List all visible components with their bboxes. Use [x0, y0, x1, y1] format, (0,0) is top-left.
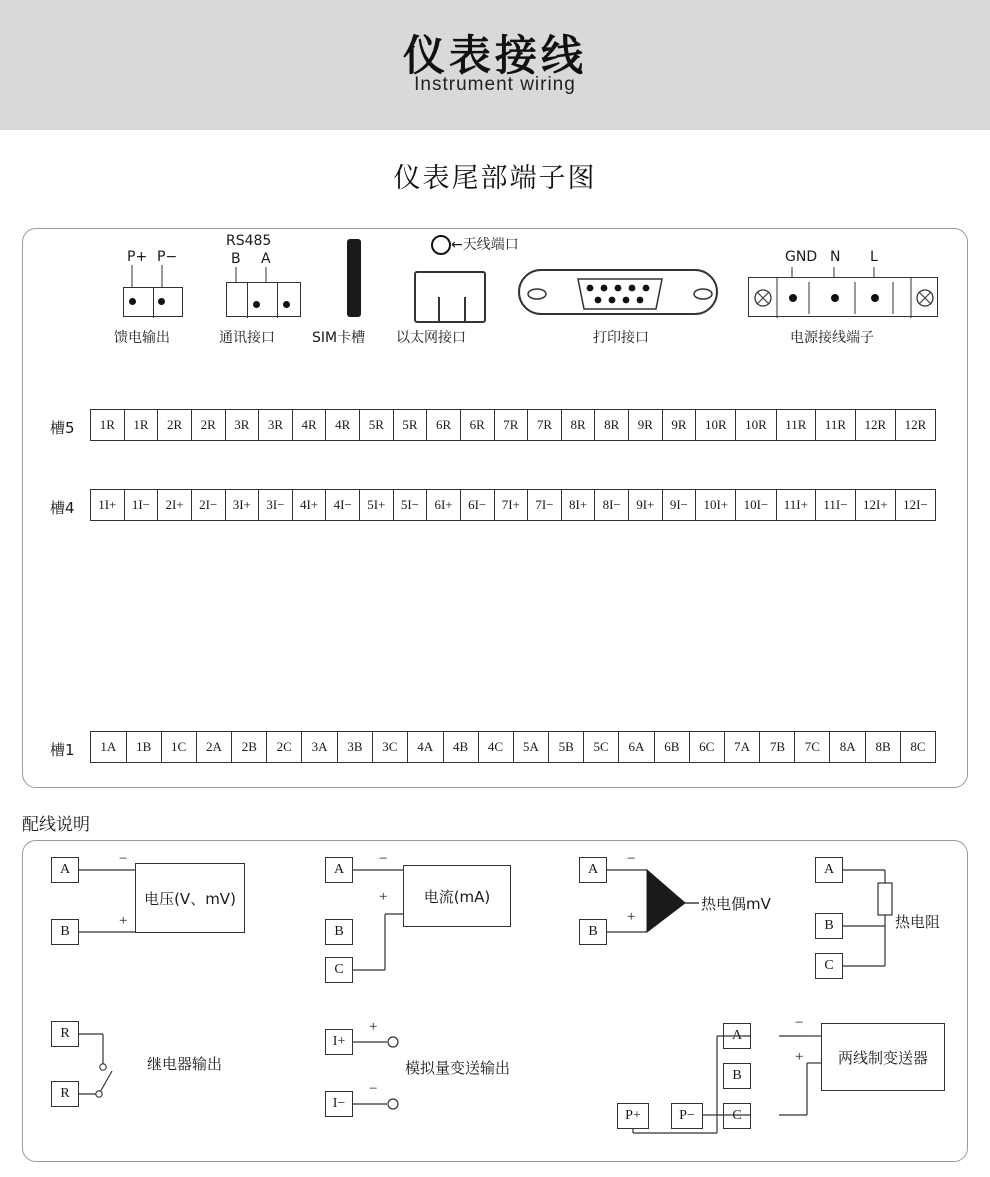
terminal-cell[interactable]: 7I−	[528, 490, 562, 520]
feed-pin-p-minus: P−	[157, 249, 178, 265]
terminal-cell[interactable]: 8C	[910, 739, 926, 754]
current-sign-plus: +	[379, 889, 388, 905]
comm-port-label: 通讯接口	[219, 330, 275, 346]
terminal-cell[interactable]: 1B	[127, 732, 162, 762]
terminal-cell[interactable]: 6I+	[427, 490, 461, 520]
rs485-pin-dot-b	[253, 301, 260, 308]
power-pin-l: L	[870, 249, 878, 265]
terminal-cell[interactable]: 3B	[338, 732, 373, 762]
power-terminal-label: 电源接线端子	[790, 330, 874, 346]
rtd-label: 热电阻	[895, 913, 941, 931]
rtd-terminal-c: C	[815, 953, 843, 979]
terminal-cell[interactable]: 8B	[866, 732, 901, 762]
relay-terminal-r2: R	[51, 1081, 79, 1107]
terminal-cell[interactable]: 10I−	[736, 490, 776, 520]
thermocouple-terminal-a: A	[579, 857, 607, 883]
voltage-device-box: 电压(V、mV)	[135, 863, 245, 933]
terminal-cell[interactable]: 6I−	[461, 490, 495, 520]
terminal-cell[interactable]: 7R	[495, 410, 529, 440]
terminal-cell[interactable]: 1R	[125, 410, 159, 440]
feed-output-label: 馈电输出	[114, 330, 170, 346]
terminal-cell[interactable]: 1C	[162, 732, 197, 762]
terminal-cell[interactable]: 4B	[444, 732, 479, 762]
terminal-cell[interactable]: 7C	[795, 732, 830, 762]
row-label-slot1: 槽1	[50, 741, 75, 759]
terminal-cell[interactable]: 12I−	[903, 497, 928, 512]
current-terminal-b: B	[325, 919, 353, 945]
voltage-sign-plus: +	[119, 913, 128, 929]
section-title: 仪表尾部端子图	[393, 163, 597, 194]
twowire-device-box: 两线制变送器	[821, 1023, 945, 1091]
rtd-terminal-a: A	[815, 857, 843, 883]
terminal-cell[interactable]: 3R	[259, 410, 293, 440]
rear-terminal-panel	[22, 228, 968, 788]
row-label-slot5: 槽5	[50, 419, 75, 437]
terminal-cell[interactable]: 3C	[373, 732, 408, 762]
sim-card-slot[interactable]	[347, 239, 361, 317]
terminal-cell[interactable]: 8R	[595, 410, 629, 440]
relay-output-label: 继电器输出	[147, 1055, 223, 1073]
twowire-sign-plus: +	[795, 1049, 804, 1065]
ethernet-label: 以太网接口	[396, 330, 466, 346]
terminal-cell[interactable]: 7I+	[495, 490, 529, 520]
analog-terminal-iplus: I+	[325, 1029, 353, 1055]
terminal-cell[interactable]: 6C	[690, 732, 725, 762]
terminal-cell[interactable]: 1I−	[125, 490, 159, 520]
printer-port-label: 打印接口	[593, 330, 649, 346]
terminal-cell[interactable]: 9R	[663, 410, 697, 440]
terminal-cell[interactable]: 5B	[549, 732, 584, 762]
page-banner	[0, 0, 990, 130]
power-pin-gnd: GND	[785, 249, 818, 265]
terminal-cell[interactable]: 1R	[91, 410, 125, 440]
ethernet-rj45-jack[interactable]	[414, 271, 486, 323]
current-sign-minus: −	[379, 851, 388, 867]
terminal-cell[interactable]: 8I−	[595, 490, 629, 520]
twowire-feed-pplus: P+	[617, 1103, 649, 1129]
rtd-terminal-b: B	[815, 913, 843, 939]
banner-title-en: Instrument wiring	[414, 74, 576, 96]
printer-db9-connector[interactable]	[518, 269, 718, 315]
terminal-cell[interactable]: 6R	[427, 410, 461, 440]
voltage-terminal-a: A	[51, 857, 79, 883]
terminal-cell[interactable]: 11I+	[777, 490, 817, 520]
twowire-sign-minus: −	[795, 1015, 804, 1031]
terminal-cell[interactable]: 8I+	[562, 490, 596, 520]
terminal-cell[interactable]: 2B	[232, 732, 267, 762]
rs485-pin-a: A	[261, 251, 271, 267]
feed-pin-dot-1	[129, 298, 136, 305]
thermocouple-terminal-b: B	[579, 919, 607, 945]
twowire-terminal-a: A	[723, 1023, 751, 1049]
thermocouple-sign-minus: −	[627, 851, 636, 867]
analog-sign-plus: +	[369, 1019, 378, 1035]
relay-terminal-r1: R	[51, 1021, 79, 1047]
terminal-cell[interactable]: 2I+	[158, 490, 192, 520]
terminal-cell[interactable]: 2I−	[192, 490, 226, 520]
terminal-cell[interactable]: 10R	[736, 410, 776, 440]
terminal-cell[interactable]: 5C	[584, 732, 619, 762]
voltage-terminal-b: B	[51, 919, 79, 945]
twowire-terminal-b: B	[723, 1063, 751, 1089]
terminal-cell[interactable]: 3A	[302, 732, 338, 762]
terminal-cell[interactable]: 8R	[562, 410, 596, 440]
power-pin-n: N	[830, 249, 841, 265]
feed-pin-p-plus: P+	[127, 249, 148, 265]
terminal-cell[interactable]: 5R	[360, 410, 394, 440]
terminal-cell[interactable]: 3I+	[226, 490, 260, 520]
terminal-cell[interactable]: 11I−	[816, 490, 856, 520]
terminal-cell[interactable]: 2R	[158, 410, 192, 440]
current-device-box: 电流(mA)	[403, 865, 511, 927]
terminal-cell[interactable]: 10R	[696, 410, 736, 440]
terminal-cell[interactable]: 2A	[197, 732, 233, 762]
terminal-cell[interactable]: 9I−	[663, 490, 697, 520]
terminal-cell[interactable]: 5I−	[394, 490, 428, 520]
row-label-slot4: 槽4	[50, 499, 75, 517]
analog-sign-minus: −	[369, 1081, 378, 1097]
terminal-cell[interactable]: 3R	[226, 410, 260, 440]
terminal-strip-slot5[interactable]	[90, 409, 936, 441]
terminal-cell[interactable]: 6A	[619, 732, 655, 762]
antenna-port-label: ←天线端口	[451, 237, 519, 253]
terminal-cell[interactable]: 8A	[830, 732, 866, 762]
terminal-cell[interactable]: 7A	[725, 732, 761, 762]
analog-terminal-iminus: I−	[325, 1091, 353, 1117]
rs485-divider-1	[247, 283, 248, 318]
terminal-cell[interactable]: 4A	[408, 732, 444, 762]
terminal-cell[interactable]: 5R	[394, 410, 428, 440]
wiring-notes-title: 配线说明	[22, 815, 90, 835]
rs485-pin-b: B	[231, 251, 241, 267]
db9-pins	[520, 271, 720, 317]
terminal-strip-slot4[interactable]	[90, 489, 936, 521]
terminal-cell[interactable]: 10I+	[696, 490, 736, 520]
terminal-cell[interactable]: 6B	[655, 732, 690, 762]
terminal-strip-slot1[interactable]	[90, 731, 936, 763]
terminal-cell[interactable]: 9I+	[629, 490, 663, 520]
relay-contact	[79, 1021, 149, 1111]
terminal-cell[interactable]: 12R	[904, 417, 927, 432]
rs485-divider-2	[277, 283, 278, 318]
twowire-feed-pminus: P−	[671, 1103, 703, 1129]
connector-row	[23, 229, 967, 379]
terminal-cell[interactable]: 12R	[856, 410, 896, 440]
terminal-cell[interactable]: 4R	[293, 410, 327, 440]
power-terminal-details	[749, 278, 939, 318]
terminal-cell[interactable]: 4R	[326, 410, 360, 440]
terminal-cell[interactable]: 3I−	[259, 490, 293, 520]
terminal-cell[interactable]: 7R	[528, 410, 562, 440]
voltage-sign-minus: −	[119, 851, 128, 867]
terminal-cell[interactable]: 4I−	[326, 490, 360, 520]
thermocouple-label: 热电偶mV	[701, 895, 771, 913]
banner-title-cn: 仪表接线	[402, 30, 587, 80]
terminal-cell[interactable]: 1A	[91, 732, 127, 762]
rs485-pin-dot-a	[283, 301, 290, 308]
twowire-terminal-c: C	[723, 1103, 751, 1129]
terminal-cell[interactable]: 2C	[267, 732, 302, 762]
terminal-cell[interactable]: 2R	[192, 410, 226, 440]
terminal-cell[interactable]: 5A	[514, 732, 550, 762]
current-terminal-a: A	[325, 857, 353, 883]
terminal-cell[interactable]: 12I+	[856, 490, 896, 520]
terminal-cell[interactable]: 6R	[461, 410, 495, 440]
power-supply-terminal[interactable]	[748, 277, 938, 317]
feed-pin-dot-2	[158, 298, 165, 305]
sim-slot-label: SIM卡槽	[312, 330, 366, 346]
terminal-cell[interactable]: 1I+	[91, 490, 125, 520]
terminal-cell[interactable]: 9R	[629, 410, 663, 440]
rs485-title: RS485	[226, 233, 272, 249]
terminal-cell[interactable]: 5I+	[360, 490, 394, 520]
feed-output-terminal[interactable]	[123, 287, 183, 317]
thermocouple-sign-plus: +	[627, 909, 636, 925]
wiring-diagrams-panel	[22, 840, 968, 1162]
current-terminal-c: C	[325, 957, 353, 983]
terminal-cell[interactable]: 7B	[760, 732, 795, 762]
feed-divider	[153, 288, 154, 318]
terminal-cell[interactable]: 11R	[777, 410, 817, 440]
terminal-cell[interactable]: 4C	[479, 732, 514, 762]
analog-output-label: 模拟量变送输出	[405, 1059, 511, 1077]
rs485-terminal[interactable]	[226, 282, 301, 317]
terminal-cell[interactable]: 4I+	[293, 490, 327, 520]
terminal-cell[interactable]: 11R	[816, 410, 856, 440]
